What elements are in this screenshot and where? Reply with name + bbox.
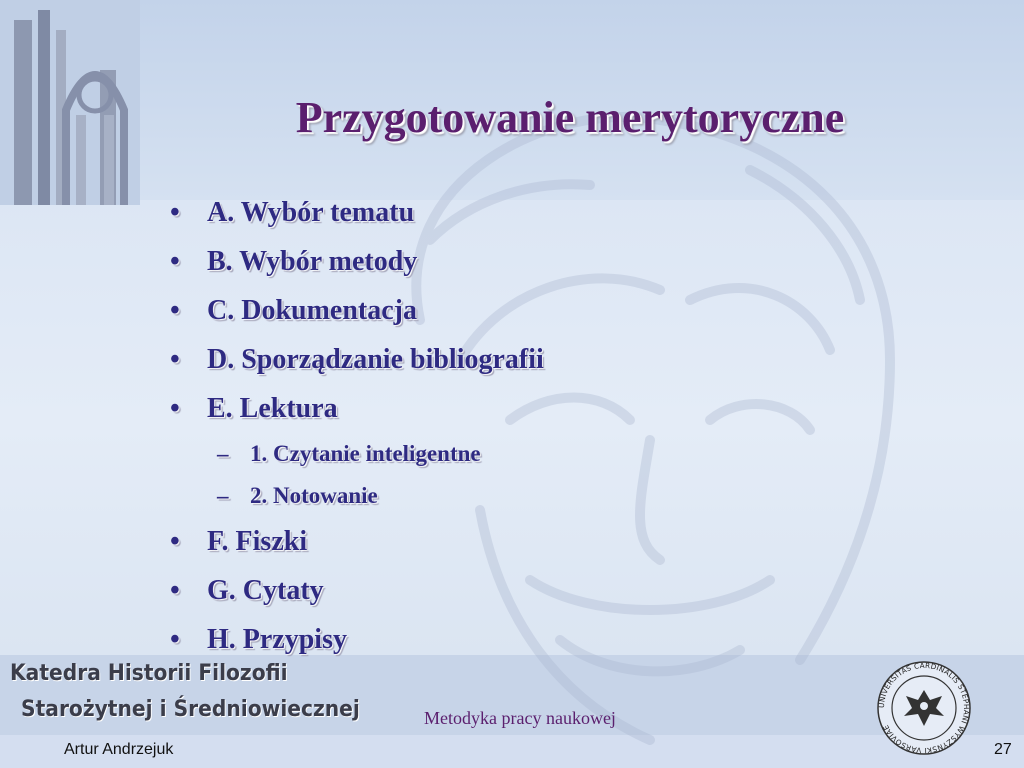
course-name: Metodyka pracy naukowej (424, 708, 616, 728)
page-number: 27 (994, 741, 1012, 758)
sub-list-item-text: 2. Notowanie (250, 483, 378, 508)
dash-marker: – (217, 441, 229, 466)
list-item (170, 286, 770, 335)
sub-list-item-text: 1. Czytanie inteligentne (250, 441, 481, 466)
slide-title: Przygotowanie merytoryczne (295, 93, 845, 142)
dash-marker: – (217, 483, 229, 508)
bullet-marker: • (170, 526, 180, 557)
list-item (170, 384, 770, 433)
list-item (170, 566, 770, 615)
list-item-text: E. Lektura (207, 393, 338, 424)
list-item-text: D. Sporządzanie bibliografii (207, 344, 544, 375)
bullet-marker: • (170, 575, 180, 606)
department-name (10, 656, 360, 728)
list-item-text: G. Cytaty (207, 575, 324, 606)
bullet-marker: • (170, 197, 180, 228)
list-item-text: A. Wybór tematu (207, 197, 415, 228)
bullet-marker: • (170, 624, 180, 655)
list-item (170, 188, 770, 237)
list-item (170, 517, 770, 566)
bullet-marker: • (170, 344, 180, 375)
list-item-text: B. Wybór metody (207, 246, 418, 277)
bullet-marker: • (170, 393, 180, 424)
bullet-marker: • (170, 295, 180, 326)
bullet-marker: • (170, 246, 180, 277)
department-line-1: Katedra Historii Filozofii (10, 661, 288, 686)
department-line-2: Starożytnej i Średniowiecznej (21, 697, 360, 722)
author-name: Artur Andrzejuk (64, 741, 174, 758)
list-item (170, 335, 770, 384)
list-item-text: H. Przypisy (207, 624, 347, 655)
sub-list-item (170, 475, 770, 517)
university-seal-icon (874, 660, 974, 756)
list-item-text: F. Fiszki (207, 526, 308, 557)
gothic-ruin-image (0, 0, 140, 205)
list-item-text: C. Dokumentacja (207, 295, 417, 326)
bullet-list (170, 188, 770, 664)
list-item (170, 237, 770, 286)
sub-list-item (170, 433, 770, 475)
seal-text: UNIVERSITAS CARDINALIS STEPHANI WYSZYNSKI VARSOVIAE (876, 660, 972, 756)
